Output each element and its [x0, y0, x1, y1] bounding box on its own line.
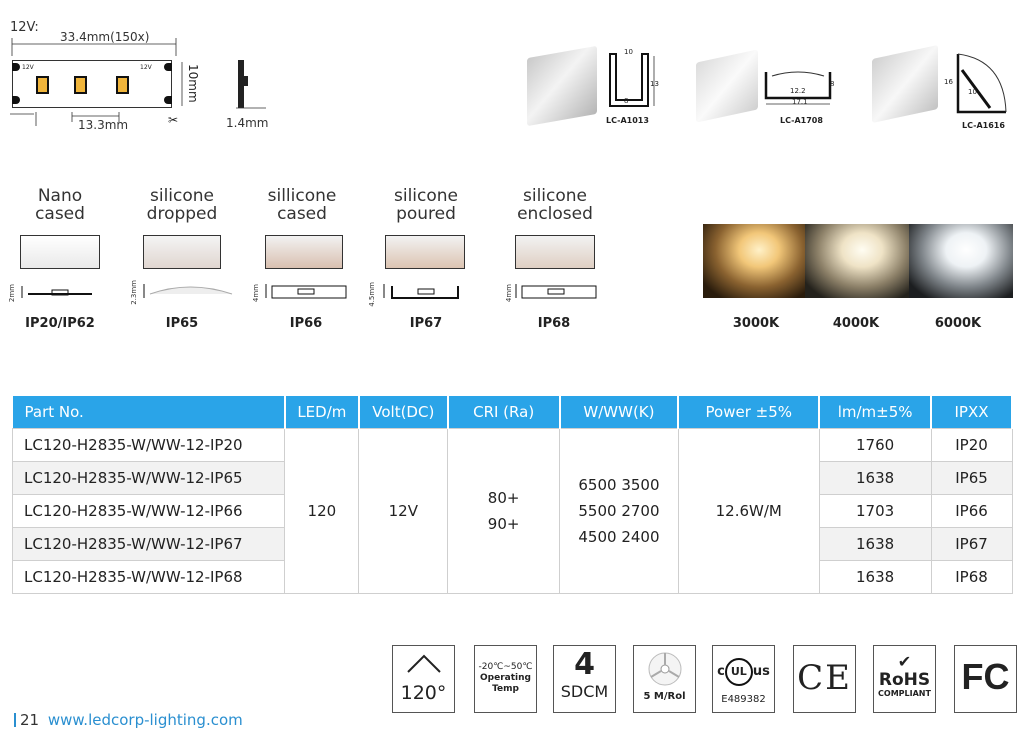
led-chip — [36, 76, 49, 94]
ptype-ip-1: IP20/IP62 — [25, 316, 95, 331]
ip-rating: IP20 — [931, 429, 1012, 462]
ul-icon: UL — [725, 658, 753, 686]
profile-dim-1b: 13 — [650, 80, 659, 88]
reel-icon — [647, 651, 683, 687]
col-header-lm: lm/m±5% — [819, 396, 931, 429]
profile-dim-1c: 8 — [624, 97, 629, 105]
color-temp-label-3000k: 3000K — [732, 316, 780, 331]
cut-length-label: 33.4mm(150x) — [60, 30, 150, 44]
power: 12.6W/M — [678, 429, 819, 594]
col-header-cri: CRI (Ra) — [448, 396, 560, 429]
profile-photo-1 — [527, 46, 597, 126]
page-number: 21 — [20, 711, 40, 729]
lumens: 1760 — [819, 429, 931, 462]
ptype-ip-4: IP67 — [409, 316, 443, 331]
cri-values: 80+ 90+ — [448, 429, 560, 594]
rohs-badge: ✔ RoHS COMPLIANT — [873, 645, 936, 713]
pad-label-left: 12V — [22, 64, 34, 71]
ip-rating: IP67 — [931, 528, 1012, 561]
strip-pad-left-bottom — [12, 96, 20, 104]
col-header-volt: Volt(DC) — [359, 396, 448, 429]
led-chip — [116, 76, 129, 94]
reel-badge: 5 M/Rol — [633, 645, 696, 713]
ptype-height-3: 4mm — [252, 284, 260, 303]
sdcm-badge: 4 SDCM — [553, 645, 616, 713]
operating-temp-badge: -20℃~50℃ Operating Temp — [474, 645, 537, 713]
ptype-photo-5 — [515, 235, 595, 269]
strip-pad-right-bottom — [164, 96, 172, 104]
ce-badge — [793, 645, 856, 713]
ptype-height-1: 2mm — [8, 284, 16, 303]
thickness-label: 1.4mm — [226, 116, 269, 130]
profile-dim-3b: 10 — [968, 88, 977, 96]
col-header-power: Power ±5% — [678, 396, 819, 429]
part-number: LC120-H2835-W/WW-12-IP65 — [13, 462, 285, 495]
ptype-height-5: 4mm — [505, 284, 513, 303]
color-temp-photo-6000k — [909, 224, 1013, 298]
profile-dim-2b: 17.1 — [792, 98, 808, 106]
website-link[interactable]: www.ledcorp-lighting.com — [47, 711, 243, 729]
footer-divider — [14, 713, 16, 727]
led-per-m: 120 — [285, 429, 359, 594]
profile-photo-3 — [872, 45, 938, 123]
profile-dim-2a: 12.2 — [790, 87, 806, 95]
ptype-photo-4 — [385, 235, 465, 269]
profile-drawing-3 — [948, 50, 1010, 118]
table-header-row — [13, 396, 1013, 429]
color-temp-photo-3000k — [703, 224, 805, 298]
profile-dim-1a: 10 — [624, 48, 633, 56]
part-number: LC120-H2835-W/WW-12-IP20 — [13, 429, 285, 462]
col-header-led: LED/m — [285, 396, 359, 429]
pitch-label: 13.3mm — [78, 118, 129, 132]
ip-rating: IP66 — [931, 495, 1012, 528]
ptype-height-2: 2.3mm — [130, 280, 138, 305]
strip-side-view — [228, 58, 268, 114]
ptype-ip-2: IP65 — [165, 316, 199, 331]
profile-code-2: LC-A1708 — [780, 116, 823, 125]
part-number: LC120-H2835-W/WW-12-IP66 — [13, 495, 285, 528]
table-row — [13, 429, 1013, 462]
lumens: 1638 — [819, 528, 931, 561]
ip-rating: IP68 — [931, 561, 1012, 594]
strip-pad-right — [164, 63, 172, 71]
part-number: LC120-H2835-W/WW-12-IP68 — [13, 561, 285, 594]
ptype-height-4: 4.5mm — [368, 282, 376, 307]
strip-pad-left — [12, 63, 20, 71]
profile-code-1: LC-A1013 — [606, 116, 649, 125]
ptype-photo-2 — [143, 235, 221, 269]
ip-rating: IP65 — [931, 462, 1012, 495]
profile-dim-2c: 8 — [830, 80, 835, 88]
part-number: LC120-H2835-W/WW-12-IP67 — [13, 528, 285, 561]
lumens: 1638 — [819, 561, 931, 594]
ptype-photo-3 — [265, 235, 343, 269]
color-temp-label-6000k: 6000K — [934, 316, 982, 331]
voltage: 12V — [359, 429, 448, 594]
voltage-label: 12V: — [10, 20, 39, 35]
col-header-part: Part No. — [13, 396, 285, 429]
col-header-ip: IPXX — [931, 396, 1012, 429]
checkmark-icon: ✔ — [897, 652, 912, 671]
fcc-badge — [954, 645, 1017, 713]
col-header-wwk: W/WW(K) — [560, 396, 679, 429]
led-chip — [74, 76, 87, 94]
scissors-icon: ✂ — [168, 113, 179, 127]
page-footer — [14, 711, 243, 729]
ptype-title-3: sillicone cased — [267, 186, 337, 224]
spec-table — [12, 396, 1013, 594]
lumens: 1638 — [819, 462, 931, 495]
ptype-title-2: silicone dropped — [146, 186, 218, 224]
ptype-title-4: silicone poured — [393, 186, 458, 224]
ce-icon: CE — [797, 658, 852, 698]
profile-photo-2 — [696, 49, 758, 122]
ul-badge: c UL us E489382 — [712, 645, 775, 713]
color-temp-photo-4000k — [805, 224, 909, 298]
w-ww-values: 6500 3500 5500 2700 4500 2400 — [560, 429, 679, 594]
fc-icon: FC — [961, 656, 1010, 697]
beam-angle-icon — [404, 652, 444, 676]
ptype-section-drawings — [0, 280, 620, 304]
profile-code-3: LC-A1616 — [962, 121, 1005, 130]
profile-dim-3a: 16 — [944, 78, 953, 86]
ptype-ip-3: IP66 — [289, 316, 323, 331]
beam-angle-badge: 120° — [392, 645, 455, 713]
ptype-ip-5: IP68 — [537, 316, 571, 331]
color-temp-label-4000k: 4000K — [832, 316, 880, 331]
pad-label-right: 12V — [140, 64, 152, 71]
ptype-title-1: Nano cased — [35, 186, 85, 224]
ptype-photo-1 — [20, 235, 100, 269]
width-label: 10mm — [186, 64, 200, 103]
ptype-title-5: silicone enclosed — [517, 186, 593, 224]
lumens: 1703 — [819, 495, 931, 528]
